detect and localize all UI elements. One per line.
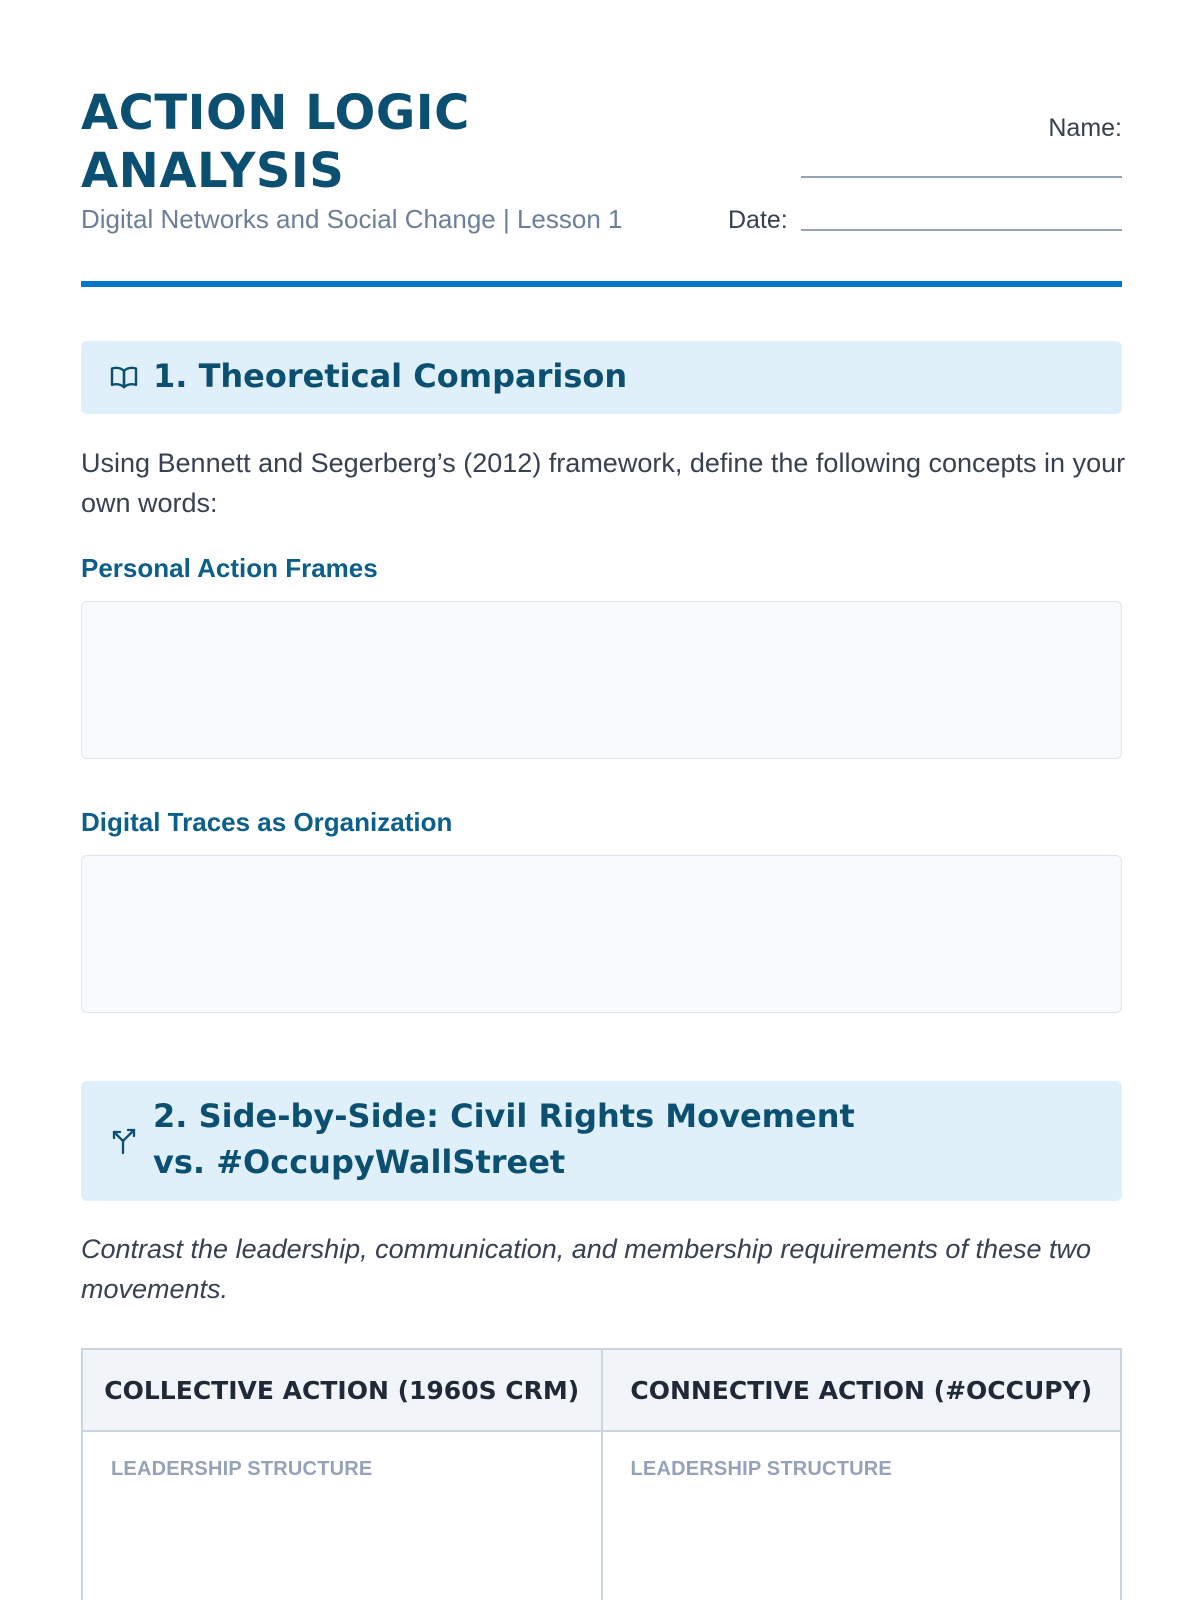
date-write-line[interactable]: [801, 229, 1122, 231]
worksheet-title: ACTION LOGIC ANALYSIS: [81, 85, 470, 199]
row-label: LEADERSHIP STRUCTURE: [630, 1458, 892, 1480]
name-write-line[interactable]: [801, 176, 1122, 178]
name-label: Name:: [1048, 114, 1122, 142]
personal-action-frames-answer-box[interactable]: [81, 601, 1122, 759]
worksheet-header: [81, 84, 1122, 284]
connective-leadership-answer-cell[interactable]: [602, 1431, 1122, 1600]
section-instructions: Contrast the leadership, communication, and membership requirements of these two movements.: [81, 1234, 1092, 1304]
split-arrow-icon: [108, 1124, 140, 1156]
concept-label-personal-action-frames: Personal Action Frames: [81, 553, 378, 583]
concept-label-digital-traces: Digital Traces as Organization: [81, 807, 453, 837]
date-label: Date:: [728, 206, 788, 234]
comparison-table-header-row: [82, 1349, 1121, 1431]
digital-traces-answer-box[interactable]: [81, 855, 1122, 1013]
worksheet-subtitle: Digital Networks and Social Change | Lesson 1: [81, 204, 623, 234]
section-instructions: Using Bennett and Segerberg’s (2012) framework, define the following concepts in your own words:: [81, 448, 1126, 518]
collective-action-column-header: COLLECTIVE ACTION (1960S CRM): [82, 1349, 602, 1431]
connective-action-column-header: CONNECTIVE ACTION (#OCCUPY): [602, 1349, 1122, 1431]
section-theoretical-comparison-heading: [81, 341, 1122, 414]
section-title: 2. Side-by-Side: Civil Rights Movement vs. #OccupyWallStreet: [153, 1097, 855, 1181]
collective-leadership-answer-cell[interactable]: [82, 1431, 602, 1600]
header-divider: [81, 281, 1122, 287]
section-title: 1. Theoretical Comparison: [153, 357, 628, 395]
section-side-by-side-heading: [81, 1081, 1122, 1201]
table-row: [82, 1431, 1121, 1600]
open-book-icon: [108, 361, 140, 393]
movement-comparison-table: [81, 1348, 1122, 1600]
row-label: LEADERSHIP STRUCTURE: [111, 1458, 373, 1480]
